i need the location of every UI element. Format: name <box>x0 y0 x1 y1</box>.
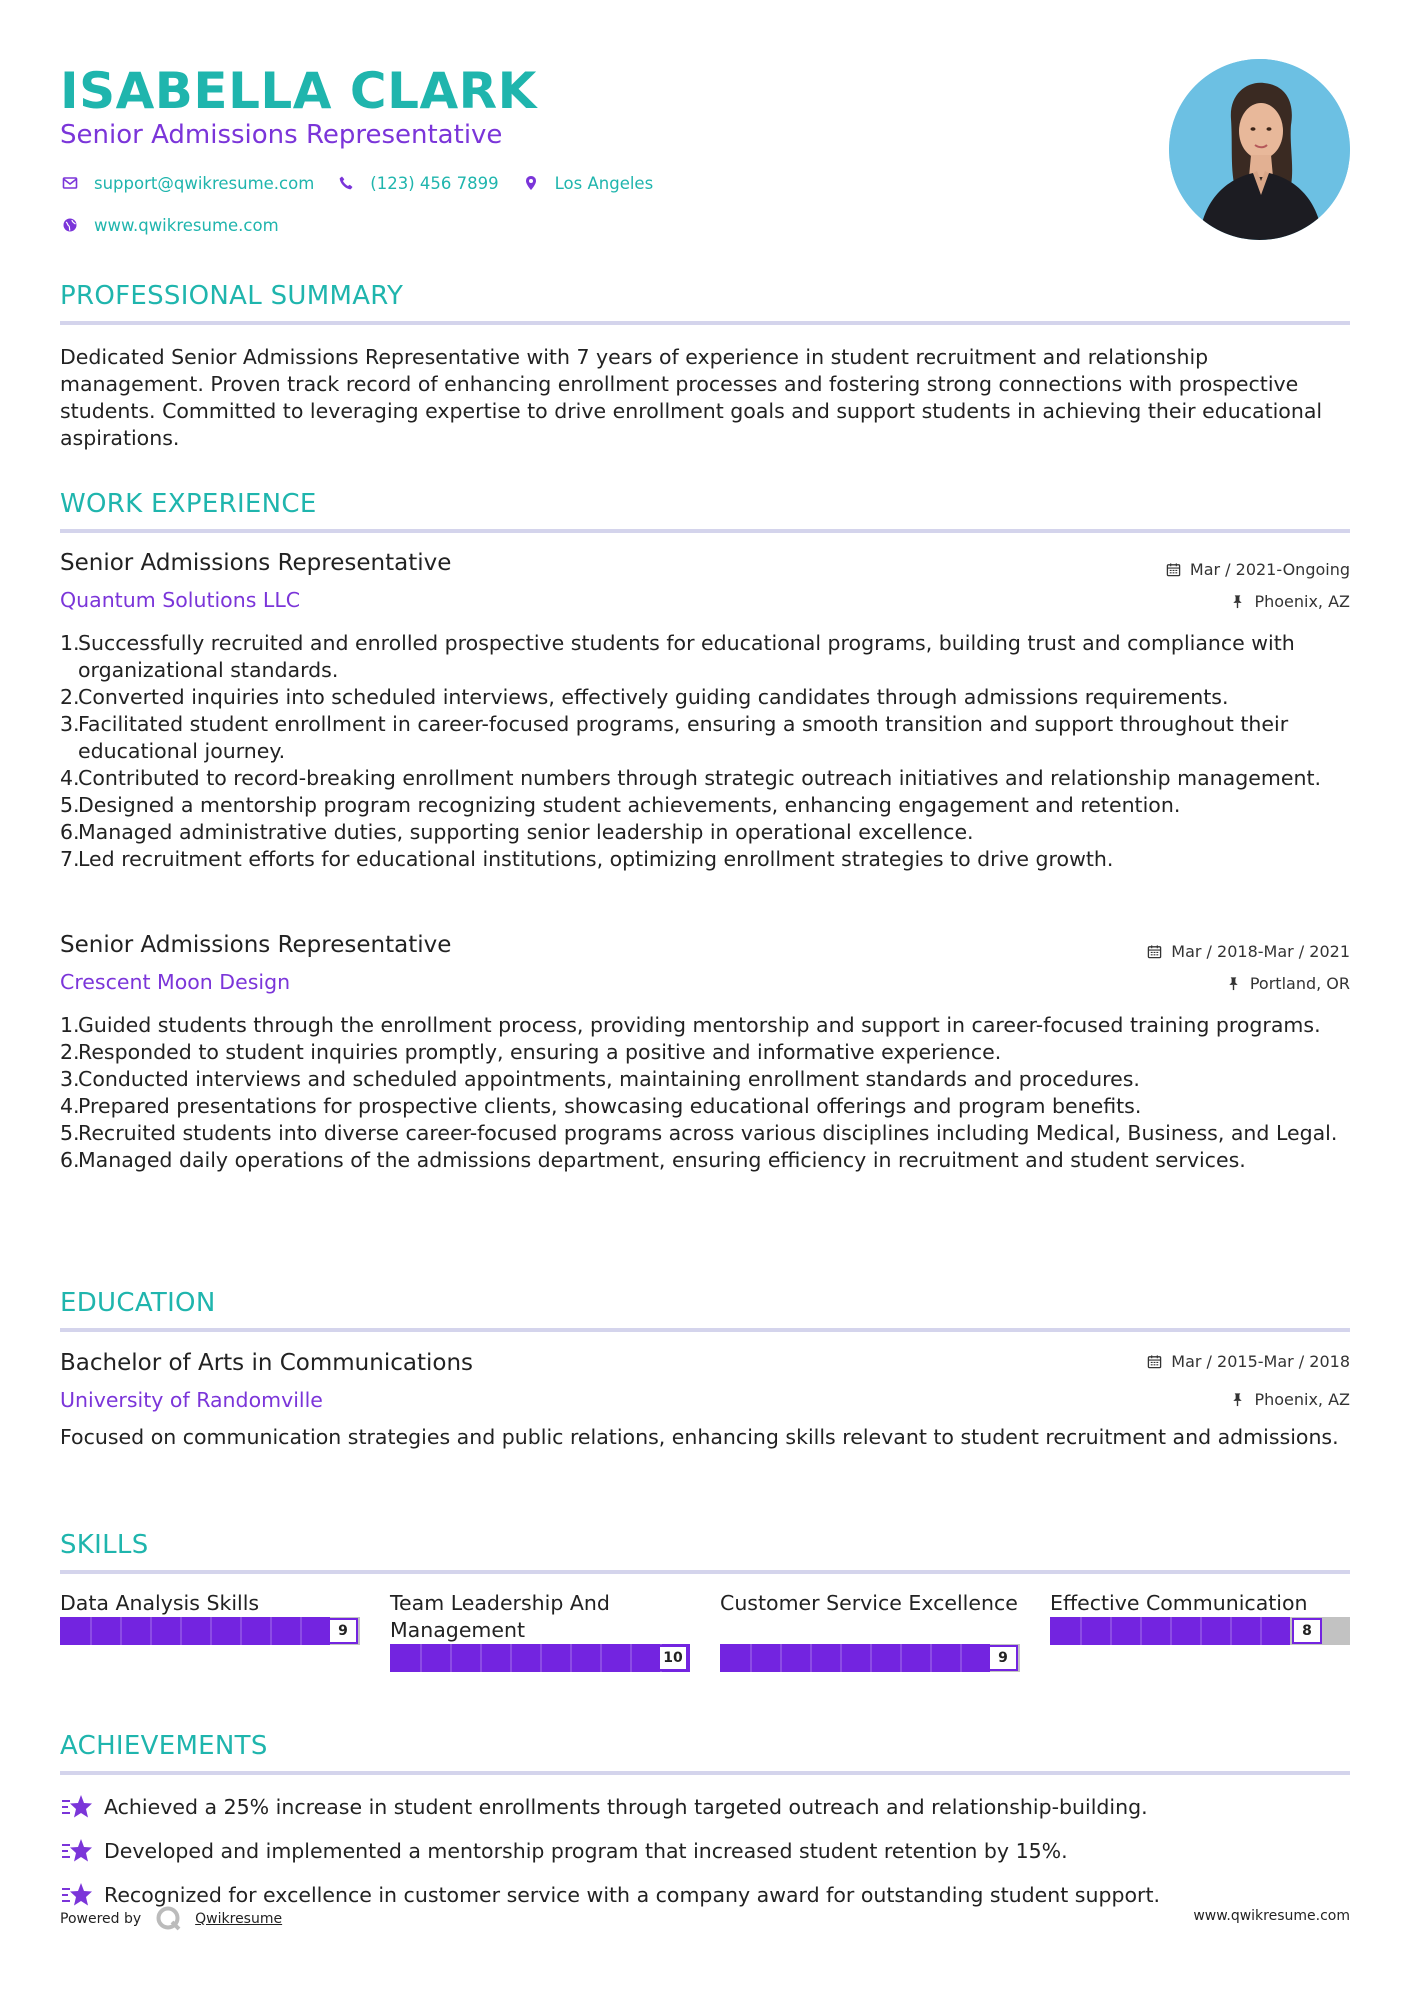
skill-bar-segment <box>1140 1617 1142 1645</box>
job-location-text: Portland, OR <box>1249 974 1350 993</box>
list-item: 2. Responded to student inquiries promptly, ensuring a positive and informative experience. <box>60 1040 1002 1064</box>
profile-photo <box>1169 59 1350 240</box>
list-item: 1. Successfully recruited and enrolled prospective students for educational programs, building trust and compliance with organizational standards. <box>60 631 1295 682</box>
skill-bar-segment <box>1110 1617 1112 1645</box>
skill-bar-fill <box>60 1617 330 1645</box>
skill-bar-segment <box>780 1644 782 1672</box>
skill-bar-segment <box>120 1617 122 1645</box>
skill-bar-segment <box>450 1644 452 1672</box>
footer-powered-by <box>60 1905 282 1933</box>
skill-score-badge: 9 <box>988 1645 1018 1671</box>
skill-bar-segment <box>1230 1617 1232 1645</box>
calendar-icon <box>1166 562 1181 577</box>
skill-bar-segment <box>570 1644 572 1672</box>
job-title: Senior Admissions Representative <box>60 550 452 576</box>
job-location <box>1230 592 1350 611</box>
skill-bar-segment <box>240 1617 242 1645</box>
section-divider <box>60 529 1350 533</box>
skill-bar-segment <box>750 1644 752 1672</box>
section-heading-summary: PROFESSIONAL SUMMARY <box>60 281 404 311</box>
skill-item <box>1050 1590 1350 1645</box>
candidate-title: Senior Admissions Representative <box>60 120 503 150</box>
achievement-text: Recognized for excellence in customer service with a company award for outstanding student support. <box>104 1883 1161 1907</box>
pushpin-icon <box>1230 1392 1245 1407</box>
job-bullets <box>60 1012 1350 1174</box>
job-company: Crescent Moon Design <box>60 970 291 994</box>
skill-bar-segment <box>900 1644 902 1672</box>
resume-page <box>60 0 1350 1990</box>
skill-item <box>390 1590 690 1672</box>
skill-bar-segment <box>1080 1617 1082 1645</box>
section-divider <box>60 1771 1350 1775</box>
skill-bar-segment <box>1200 1617 1202 1645</box>
skill-bar-segment <box>600 1644 602 1672</box>
skill-bar-segment <box>180 1617 182 1645</box>
skill-bar <box>390 1644 690 1672</box>
envelope-icon <box>60 173 80 193</box>
qwikresume-logo-icon <box>155 1905 183 1933</box>
list-item: 3. Facilitated student enrollment in career-focused programs, ensuring a smooth transition and support throughout their educational journey. <box>60 712 1289 763</box>
skill-bar-segment <box>540 1644 542 1672</box>
skill-bar-segment <box>510 1644 512 1672</box>
skill-bar-segment <box>210 1617 212 1645</box>
list-item: 2. Converted inquiries into scheduled interviews, effectively guiding candidates through admissions requirements. <box>60 685 1229 709</box>
job-dates <box>1166 560 1350 579</box>
achievement-text: Achieved a 25% increase in student enrollments through targeted outreach and relationship-building. <box>104 1795 1148 1819</box>
phone-number[interactable]: (123) 456 7899 <box>370 173 499 193</box>
calendar-icon <box>1147 944 1162 959</box>
job-dates-text: Mar / 2018-Mar / 2021 <box>1171 942 1350 961</box>
list-item: 5. Recruited students into diverse career-focused programs across various disciplines including Medical, Business, and Legal. <box>60 1121 1338 1145</box>
section-divider <box>60 1570 1350 1574</box>
map-pin-icon <box>521 173 541 193</box>
degree-title: Bachelor of Arts in Communications <box>60 1350 474 1376</box>
list-item: 5. Designed a mentorship program recognizing student achievements, enhancing engagement and retention. <box>60 793 1181 817</box>
list-item: 1. Guided students through the enrollment process, providing mentorship and support in career-focused training programs. <box>60 1013 1321 1037</box>
achievement-text: Developed and implemented a mentorship program that increased student retention by 15%. <box>104 1839 1068 1863</box>
skill-bar-track <box>720 1644 1020 1672</box>
education-dates-text: Mar / 2015-Mar / 2018 <box>1171 1352 1350 1371</box>
skill-bar-segment <box>480 1644 482 1672</box>
candidate-name: ISABELLA CLARK <box>60 62 537 120</box>
achievement-item <box>60 1836 1068 1866</box>
education-location-text: Phoenix, AZ <box>1254 1390 1350 1409</box>
list-item: 7. Led recruitment efforts for educational institutions, optimizing enrollment strategies to drive growth. <box>60 847 1114 871</box>
phone-icon <box>336 173 356 193</box>
contact-row-1 <box>60 173 675 193</box>
skill-bar-segment <box>1170 1617 1172 1645</box>
qwikresume-link[interactable]: Qwikresume <box>195 1911 283 1927</box>
job-title: Senior Admissions Representative <box>60 932 452 958</box>
job-dates <box>1147 942 1350 961</box>
job-dates-text: Mar / 2021-Ongoing <box>1189 560 1350 579</box>
email-link[interactable]: support@qwikresume.com <box>94 173 315 193</box>
star-award-icon <box>60 1836 94 1866</box>
skill-item <box>60 1590 360 1645</box>
education-dates <box>1147 1352 1350 1371</box>
skill-bar-segment <box>930 1644 932 1672</box>
skill-bar <box>60 1617 360 1645</box>
pushpin-icon <box>1230 594 1245 609</box>
skill-label: Customer Service Excellence <box>720 1591 1018 1615</box>
skill-score-badge: 10 <box>658 1645 688 1671</box>
skill-label: Effective Communication <box>1050 1591 1308 1615</box>
job-location-text: Phoenix, AZ <box>1254 592 1350 611</box>
skill-bar-segment <box>630 1644 632 1672</box>
skill-item <box>720 1590 1020 1672</box>
skill-bar-segment <box>870 1644 872 1672</box>
footer-site[interactable]: www.qwikresume.com <box>1193 1908 1350 1924</box>
job-company: Quantum Solutions LLC <box>60 588 301 612</box>
skill-bar-segment <box>1260 1617 1262 1645</box>
list-item: 6. Managed administrative duties, supporting senior leadership in operational excellence. <box>60 820 974 844</box>
powered-by-label: Powered by <box>60 1911 142 1927</box>
contact-row-2 <box>60 215 301 235</box>
star-award-icon <box>60 1792 94 1822</box>
skill-bar-segment <box>960 1644 962 1672</box>
skill-bar-segment <box>840 1644 842 1672</box>
school-name: University of Randomville <box>60 1388 323 1412</box>
section-divider <box>60 1328 1350 1332</box>
section-divider <box>60 321 1350 325</box>
skill-bar-segment <box>300 1617 302 1645</box>
calendar-icon <box>1147 1354 1162 1369</box>
skill-label: Data Analysis Skills <box>60 1591 260 1615</box>
skill-bar-segment <box>150 1617 152 1645</box>
section-heading-skills: SKILLS <box>60 1530 149 1560</box>
education-description: Focused on communication strategies and public relations, enhancing skills relevant to student recruitment and admissions. <box>60 1425 1339 1449</box>
skill-bar <box>1050 1617 1350 1645</box>
achievement-item <box>60 1792 1148 1822</box>
skill-bar-segment <box>810 1644 812 1672</box>
skill-bar-segment <box>90 1617 92 1645</box>
skill-bar-fill <box>720 1644 990 1672</box>
pushpin-icon <box>1226 976 1241 991</box>
job-location <box>1226 974 1350 993</box>
skill-score-badge: 9 <box>328 1618 358 1644</box>
job-bullets <box>60 630 1350 873</box>
section-heading-experience: WORK EXPERIENCE <box>60 489 317 519</box>
skill-score-badge: 8 <box>1292 1618 1322 1644</box>
skill-label: Team Leadership And Management <box>390 1591 610 1642</box>
location-text: Los Angeles <box>554 173 654 193</box>
education-location <box>1230 1390 1350 1409</box>
list-item: 4. Prepared presentations for prospective clients, showcasing educational offerings and program benefits. <box>60 1094 1142 1118</box>
summary-text: Dedicated Senior Admissions Representative with 7 years of experience in student recruitment and relationship management. Proven track record of enhancing enrollment processes and fostering strong connections with prospective students. Committed to leveraging expertise to drive enrollment goals and support students in achieving their educational aspirations. <box>60 345 1323 450</box>
section-heading-achievements: ACHIEVEMENTS <box>60 1731 268 1761</box>
skill-bar-track <box>390 1644 690 1672</box>
skill-bar <box>720 1644 1020 1672</box>
list-item: 3. Conducted interviews and scheduled appointments, maintaining enrollment standards and procedures. <box>60 1067 1140 1091</box>
list-item: 6. Managed daily operations of the admissions department, ensuring efficiency in recruitment and student services. <box>60 1148 1246 1172</box>
list-item: 4. Contributed to record-breaking enrollment numbers through strategic outreach initiatives and relationship management. <box>60 766 1321 790</box>
section-heading-education: EDUCATION <box>60 1288 216 1318</box>
skill-bar-track <box>60 1617 360 1645</box>
skill-bar-segment <box>270 1617 272 1645</box>
website-link[interactable]: www.qwikresume.com <box>94 215 279 235</box>
globe-icon <box>60 215 80 235</box>
skill-bar-segment <box>420 1644 422 1672</box>
